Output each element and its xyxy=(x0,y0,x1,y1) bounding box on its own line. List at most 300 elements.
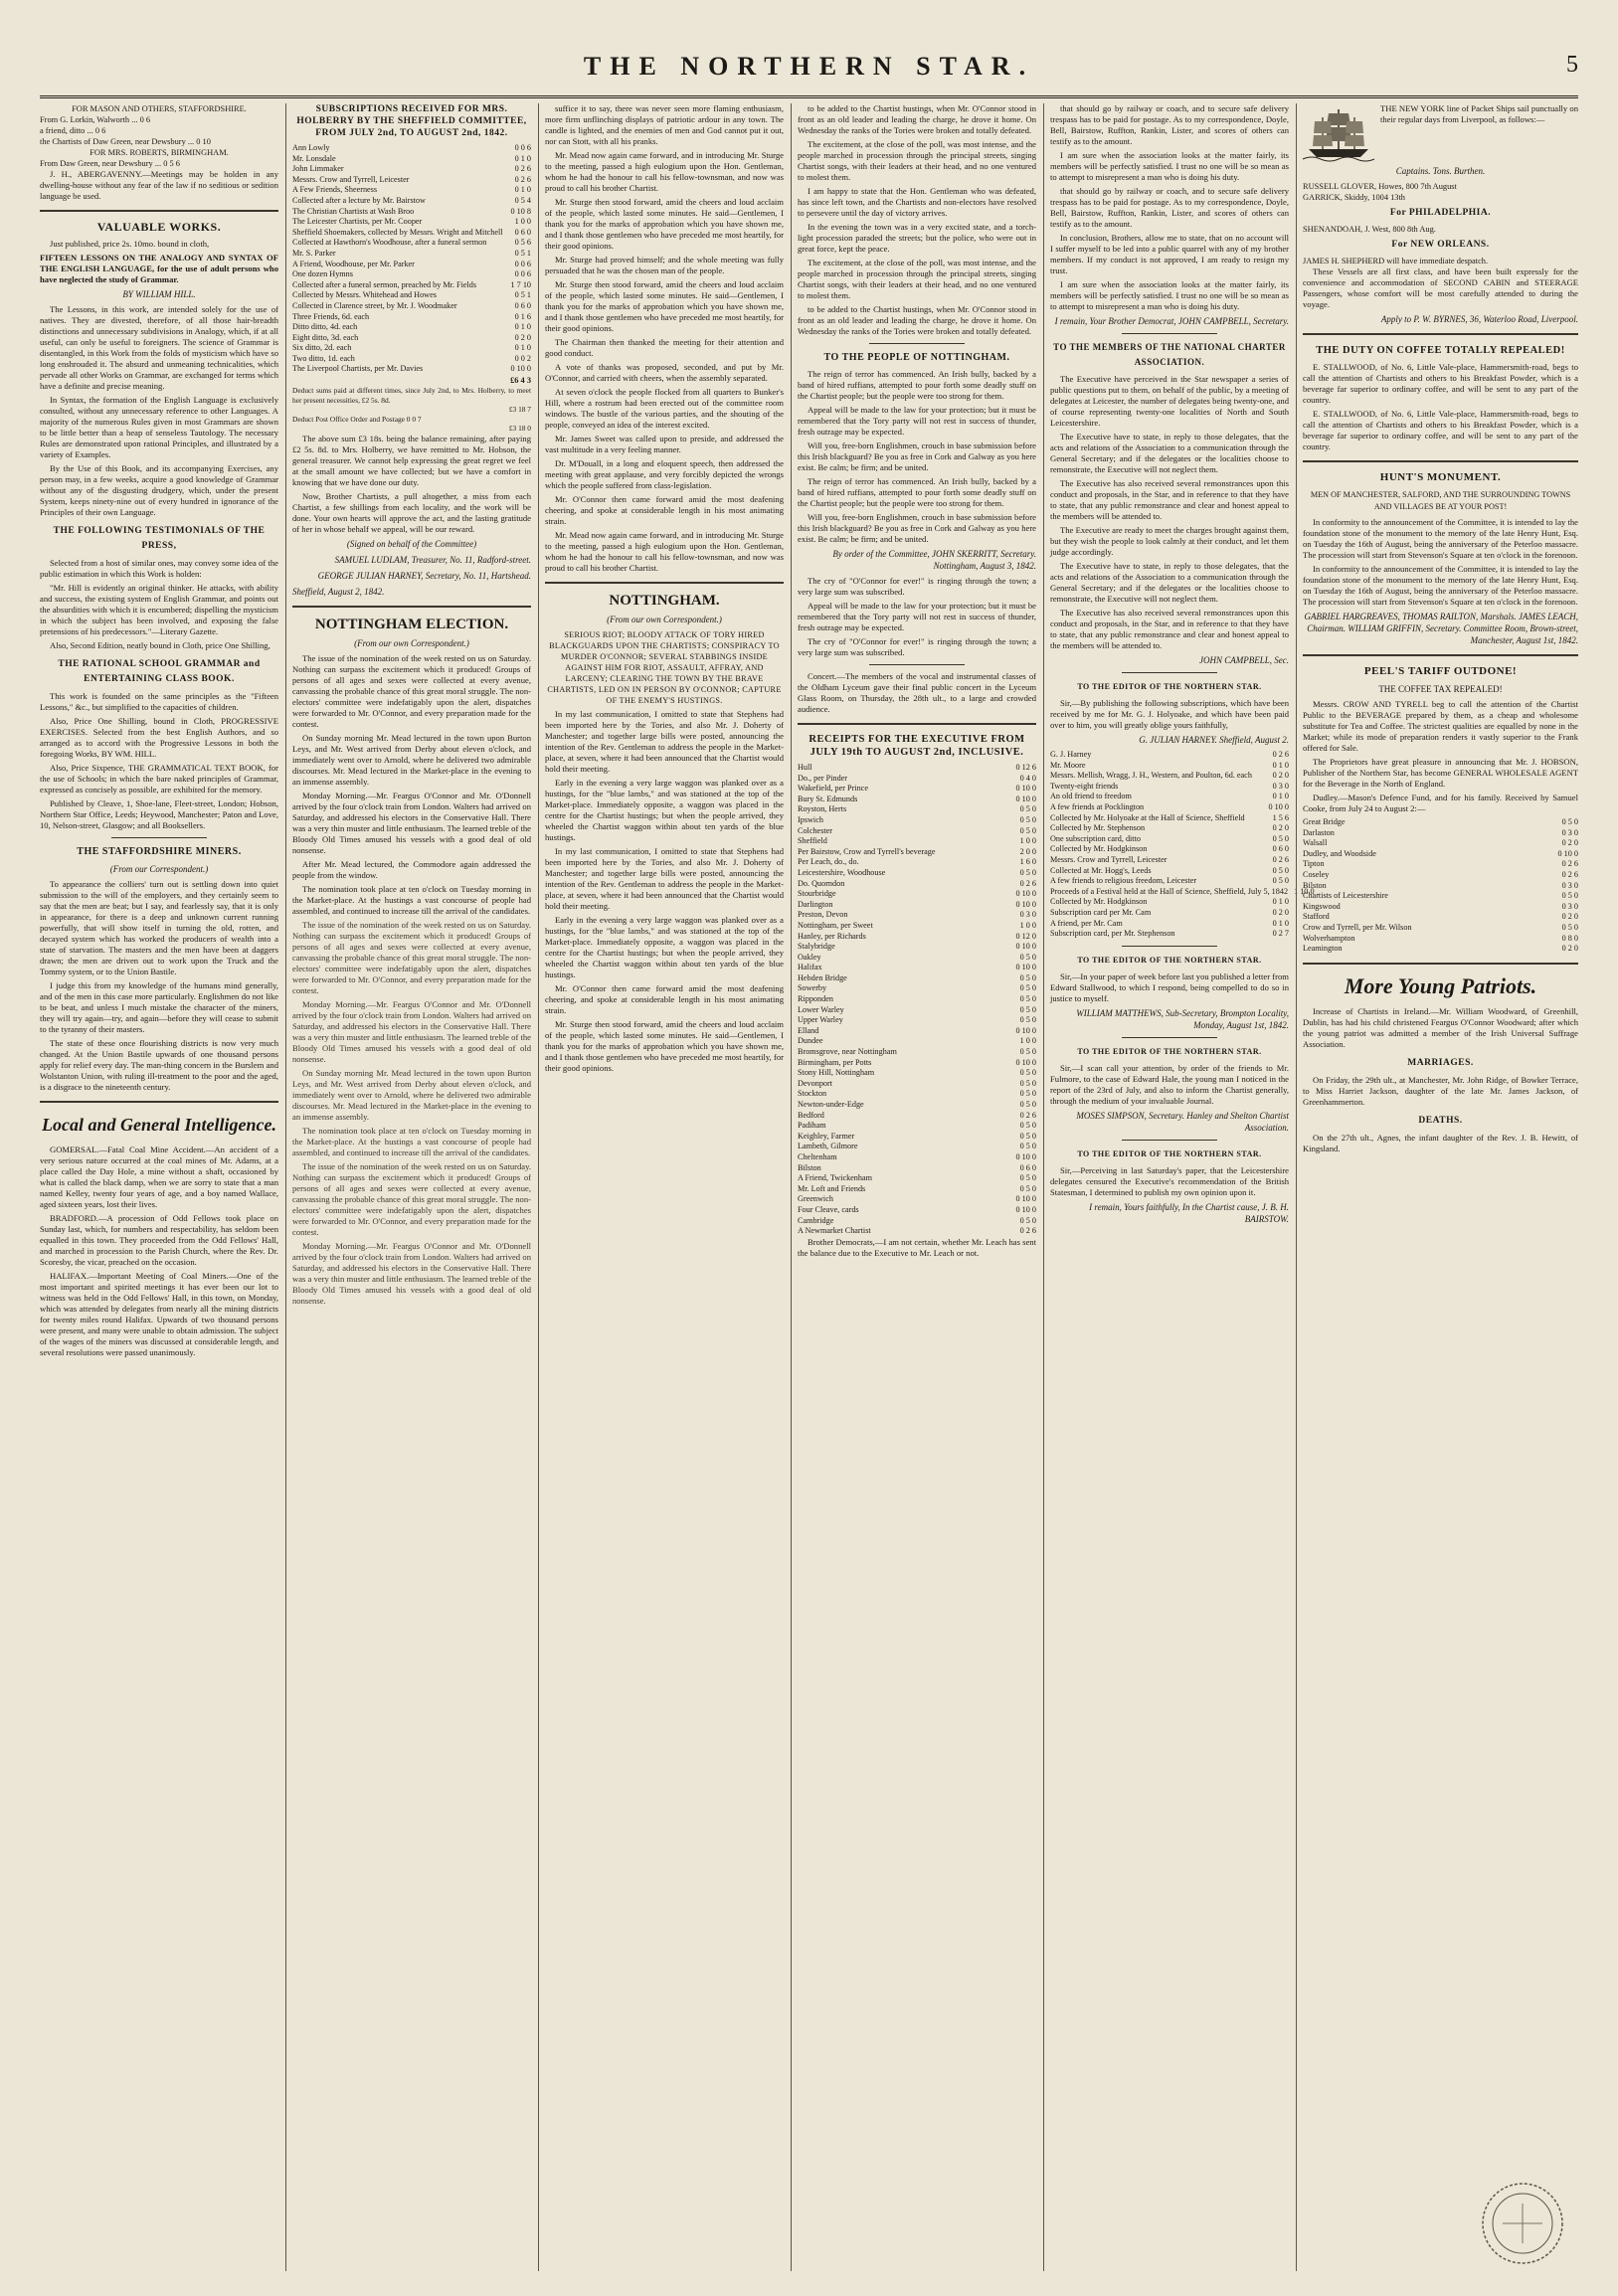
subscription-row-label: The Christian Chartists at Wash Broo xyxy=(292,206,415,216)
article-paragraph: Appeal will be made to the law for your protection; but it must be remembered that the Tory party will not rest in success of thunder, fresh outrage may be expected. xyxy=(798,601,1036,632)
receipt-row-label: Four Cleave, cards xyxy=(798,1204,859,1214)
receipt-row-amount: 0 2 6 xyxy=(1019,1110,1036,1120)
subscription-note: £3 18 0 xyxy=(508,424,531,434)
receipt-row xyxy=(798,1068,1036,1079)
subscription-row-label: Messrs. Crow and Tyrrell, Leicester xyxy=(292,174,410,184)
receipt-row xyxy=(798,795,1036,805)
signature: I remain, Your Brother Democrat, JOHN CAMPBELL, Secretary. xyxy=(1054,316,1289,326)
subscription-note: £3 18 7 xyxy=(508,405,531,415)
subscription-row-label: A Few Friends, Sheerness xyxy=(292,185,378,195)
receipt-row-amount: 0 10 0 xyxy=(1015,899,1036,909)
article-paragraph: The issue of the nomination of the week rested on us on Saturday. Nothing can surpass the excitement which it produced! Groups of persons of all ages and sexes were collected at every avenue, canvassing the probable chance of this great moral struggle. The non-electors' committee were indefatigably upon the alert, dispatches were forwarded to Mr. O'Connor, and every preparation made for the contest. xyxy=(292,1161,531,1238)
subscription-row xyxy=(292,207,531,218)
receipt-row-label: Bromsgrove, near Nottingham xyxy=(798,1047,897,1057)
fund-row-amount: 0 2 6 xyxy=(1561,859,1578,869)
heading-to-editor: TO THE EDITOR OF THE NORTHERN STAR. xyxy=(1077,1148,1262,1158)
heading-valuable-works: VALUABLE WORKS. xyxy=(96,220,222,234)
subscription-row xyxy=(1050,750,1289,761)
receipt-row-amount: 0 5 0 xyxy=(1019,1089,1036,1099)
fund-row-label: Crow and Tyrrell, per Mr. Wilson xyxy=(1303,922,1412,932)
article-paragraph: Sir,—I scan call your attention, by order of the friends to Mr. Fulmore, to the case of Edward Hale, the young man I noticed in the report of the 23rd of July, and also to inform the Chartist generally, through the medium of your invaluable Journal. xyxy=(1050,1062,1289,1106)
subscription-row xyxy=(1050,886,1315,898)
article-continuation xyxy=(292,920,531,1307)
article-paragraph: Also, Price One Shilling, bound in Cloth, PROGRESSIVE EXERCISES. Selected from the best English Authors, and so arranged as to accord with the Progressive Lessons in both the foregoing Works, BY WM. HILL. xyxy=(40,716,278,759)
receipt-row xyxy=(798,868,1036,879)
article-paragraph: The cry of "O'Connor for ever!" is ringing through the town; a very large sum was subscribed. xyxy=(798,576,1036,597)
subscription-row-amount: 0 1 0 xyxy=(1272,897,1289,907)
subscription-row xyxy=(1050,876,1289,887)
subscription-row-amount: 1 0 0 xyxy=(514,217,531,227)
heading-local-intelligence: Local and General Intelligence. xyxy=(42,1115,276,1135)
article-paragraph: In conformity to the announcement of the Committee, it is intended to lay the foundation stone of the monument to the memory of the late Henry Hunt, Esq. on Tuesday the 16th of August, being the anniversary of the Peterloo massacre. The procession will start from Stevenson's Square at ten o'clock in the forenoon. xyxy=(1303,564,1578,607)
receipt-row-label: Oakley xyxy=(798,952,821,962)
top-list-line: From Daw Green, near Dewsbury ... 0 5 6 xyxy=(40,159,180,168)
receipts-list xyxy=(798,763,1036,1237)
article-paragraph: The Executive has also received several remonstrances upon this conduct and proposals, in the Star, and in reference to that they have to state, that any public remonstrance and clear and honest appeal to the members will be attended to. xyxy=(1050,478,1289,521)
receipt-row-amount: 0 4 0 xyxy=(1019,773,1036,783)
signature: (Signed on behalf of the Committee) xyxy=(346,539,477,550)
article-paragraph: I am happy to state that the Hon. Gentleman who was defeated, has since left town, and the Chartists and non-electors have resolved to persevere until the day of victory arrives. xyxy=(798,186,1036,218)
fund-row-amount: 0 10 0 xyxy=(1557,848,1578,858)
ships-column-headers: Captains. Tons. Burthen. xyxy=(1395,166,1486,176)
column-rule xyxy=(1296,103,1297,2271)
receipt-row-label: Leicestershire, Woodhouse xyxy=(798,867,886,877)
subscription-row xyxy=(1050,929,1289,940)
divider xyxy=(545,582,784,584)
receipt-row-amount: 1 0 0 xyxy=(1019,836,1036,846)
heading-nottingham-election: NOTTINGHAM ELECTION. xyxy=(314,617,509,633)
article-paragraph: The state of these once flourishing districts is now very much changed. At the Union Bastile upwards of one thousand persons apply for relief every day. The man-thing concern in the Burslem and Wolstanton Union, with ruling ill-treatment to the poor and the aged, is a disgrace to the nineteenth century. xyxy=(40,1038,278,1092)
receipt-row-amount: 0 5 0 xyxy=(1019,1015,1036,1025)
subscription-row-amount: 0 1 0 xyxy=(1272,918,1289,928)
article-paragraph: E. STALLWOOD, of No. 6, Little Vale-place, Hammersmith-road, begs to call the attention of Chartists and others to his Breakfast Powder, which is a beverage far superior to ordinary coffee, and will be sent to any part of the country. xyxy=(1303,409,1578,451)
subscription-row-label: Mr. S. Parker xyxy=(292,248,336,258)
receipt-row-amount: 0 3 0 xyxy=(1019,910,1036,920)
article-paragraph: BRADFORD.—A procession of Odd Fellows took place on Sunday last, which, for numbers and respectability, has seldom been equalled in this town. They proceeded from the Odd Fellows' Hall, and marched in procession to the Parish Church, where the Rev. Dr. Scoresby, the vicar, preached on the occasion. xyxy=(40,1213,278,1267)
receipt-row-label: Bedford xyxy=(798,1110,824,1120)
article-paragraph: On Sunday morning Mr. Mead lectured in the town upon Burton Leys, and Mr. West arrived from Derby about eleven o'clock, and immediately went over to Arnold, where he delivered two admirable discourses. Mr. Mead lectured in the Market-place in the evening to an immense assembly. xyxy=(292,1068,531,1123)
heading-deaths: DEATHS. xyxy=(1418,1115,1463,1126)
receipt-row-amount: 0 5 0 xyxy=(1019,994,1036,1004)
article-paragraph: To appearance the colliers' turn out is settling down into quiet submission to the will of the employers, and they certainly seem to say that the men are beat; but I say, and fearlessly say, that it is only in appearance, for there is a deep and unknown current running powerfully, that will show itself in turning the old, rotten, and decayed system which has worked the producers of wealth into a state of starvation. The masters and the men have been at daggers drawn; the men are driven out to work upon the Truck and the Tommy system, or to the Union Bastile. xyxy=(40,879,278,976)
subscription-row-amount: 0 5 4 xyxy=(514,195,531,205)
fund-row xyxy=(1303,817,1578,828)
heading-people-of-nottingham: TO THE PEOPLE OF NOTTINGHAM. xyxy=(823,352,1010,363)
fund-row-label: Wolverhampton xyxy=(1303,933,1355,943)
article-paragraph: "Mr. Hill is evidently an original thinker. He attacks, with ability and success, the existing system of English Grammar, and points out the absurdities with which it is encumbered; dispelling the mysticism in which the subject has been involved, and exposing the false pretensions of his predecessors."—Literary Gazette. xyxy=(40,583,278,636)
receipt-row-label: Sheffield xyxy=(798,836,827,846)
subscription-row-label: One subscription card, ditto xyxy=(1050,833,1141,843)
subscription-row xyxy=(1050,782,1289,793)
article-paragraph: On Friday, the 29th ult., at Manchester, Mr. John Ridge, of Bowker Terrace, to Miss Harriet Jackson, daughter of the late Mr. James Jackson, of Greenhammerton. xyxy=(1303,1074,1578,1107)
fund-row xyxy=(1303,944,1578,955)
article-paragraph: GOMERSAL.—Fatal Coal Mine Accident.—An accident of a very serious nature occurred at the coal mines of Mr. Adams, at a place called the Day Hole, a mine without a shaft, occasioned by what is called the black damp, when we are sorry to state that a man named Kelley, twenty four years of age, and a boy named Wallace, aged sixteen years, lost their lives. xyxy=(40,1145,278,1209)
divider xyxy=(1303,460,1578,462)
top-list-line: the Chartists of Daw Green, near Dewsbury ... 0 10 xyxy=(40,137,211,146)
receipt-row-amount: 0 12 6 xyxy=(1015,763,1036,772)
receipt-row-label: Ipswich xyxy=(798,814,823,824)
fund-row-label: Tipton xyxy=(1303,859,1325,869)
subscription-row xyxy=(292,249,531,260)
article-paragraph: The issue of the nomination of the week rested on us on Saturday. Nothing can surpass the excitement which it produced! Groups of persons of all ages and sexes were collected at every avenue, canvassing the probable chance of this great moral struggle. The non-electors' committee were indefatigably upon the alert, dispatches were forwarded to Mr. O'Connor, and every preparation made for the contest. xyxy=(292,653,531,730)
subscription-row-amount: 0 3 0 xyxy=(1272,781,1289,791)
top-list-line: FOR MASON AND OTHERS, STAFFORDSHIRE. xyxy=(72,104,247,113)
subscription-row-label: Collected at Mr. Hogg's, Leeds xyxy=(1050,865,1152,875)
receipt-row-amount: 0 5 0 xyxy=(1019,1173,1036,1183)
article-paragraph: The issue of the nomination of the week rested on us on Saturday. Nothing can surpass the excitement which it produced! Groups of persons of all ages and sexes were collected at every avenue, canvassing the probable chance of this great moral struggle. The non-electors' committee were indefatigably upon the alert, dispatches were forwarded to Mr. O'Connor, and every preparation made for the contest. xyxy=(292,920,531,996)
subscription-row xyxy=(292,312,531,323)
subscription-row-label: Collected after a funeral sermon, preached by Mr. Fields xyxy=(292,279,477,289)
fund-row xyxy=(1303,891,1578,902)
article-paragraph: Sir,—Perceiving in last Saturday's paper, that the Leicestershire delegates censured the Executive's recommendation of the British Statesman, I determined to publish my own opinion upon it. xyxy=(1050,1164,1289,1197)
top-list-line: FOR MRS. ROBERTS, BIRMINGHAM. xyxy=(90,148,229,157)
receipt-row-label: Darlington xyxy=(798,899,833,909)
receipt-row xyxy=(798,1121,1036,1132)
heading-coffee-duty: THE DUTY ON COFFEE TOTALLY REPEALED! xyxy=(1316,345,1565,356)
mason-fund-list xyxy=(1303,817,1578,955)
divider xyxy=(1122,1037,1217,1038)
subscription-row-label: Six ditto, 2d. each xyxy=(292,343,352,353)
heading-to-editor: TO THE EDITOR OF THE NORTHERN STAR. xyxy=(1077,955,1262,965)
heading-to-editor: TO THE EDITOR OF THE NORTHERN STAR. xyxy=(1077,1046,1262,1056)
receipt-row-amount: 0 5 0 xyxy=(1019,1131,1036,1141)
article-paragraph: Mr. O'Connor then came forward amid the most deafening cheering, and spoke at considerable length in his most animating strain. xyxy=(545,983,784,1015)
article-paragraph: Monday Morning.—Mr. Feargus O'Connor and Mr. O'Donnell arrived by the four o'clock train from London. Walters had arrived on Saturday, and addressed his electors in the Conservative Hall. There was a very thin muster and little enthusiasm. The learned treble of the Bloody Old Times amused his vessels with a good deal of old nonsense. xyxy=(292,999,531,1065)
fund-row xyxy=(1303,849,1578,860)
article-paragraph: The nomination took place at ten o'clock on Tuesday morning in the Market-place. At the hustings a vast concourse of people had assembled, and continued to increase till the arrival of the candidates. xyxy=(292,884,531,917)
receipt-row-amount: 0 2 6 xyxy=(1019,1226,1036,1236)
receipt-row-amount: 0 5 0 xyxy=(1019,1142,1036,1151)
receipt-row-label: Cheltenham xyxy=(798,1151,837,1161)
subscription-row-amount: 0 1 0 xyxy=(1272,792,1289,801)
fund-row-label: Kingswood xyxy=(1303,901,1341,911)
page-number: 5 xyxy=(1566,52,1578,78)
works-intro: Just published, price 2s. 10mo. bound in cloth, xyxy=(50,239,210,249)
subscription-row xyxy=(1050,834,1289,845)
fund-row-label: Bilston xyxy=(1303,880,1327,890)
subscription-row-amount: 0 0 6 xyxy=(514,259,531,268)
receipt-row-label: Do., per Pinder xyxy=(798,773,848,783)
divider xyxy=(1122,672,1217,673)
receipt-row xyxy=(798,1036,1036,1047)
receipt-row-label: Cambridge xyxy=(798,1215,834,1225)
receipt-row-amount: 0 5 0 xyxy=(1019,1047,1036,1057)
subscription-row-amount: 0 10 8 xyxy=(510,206,531,216)
subscription-row-label: Eight ditto, 3d. each xyxy=(292,332,359,342)
receipt-row-label: Bury St. Edmunds xyxy=(798,794,858,803)
receipt-row-amount: 1 0 0 xyxy=(1019,1036,1036,1046)
receipt-row-label: A Friend, Twickenham xyxy=(798,1173,872,1183)
subscription-row-label: Collected in Clarence street, by Mr. J. Woodmaker xyxy=(292,300,457,310)
fund-row-label: Chartists of Leicestershire xyxy=(1303,891,1388,901)
article-paragraph: that should go by railway or coach, and to secure safe delivery trespass has to be paid for postage. As to my correspondence, Doyle, Bell, Bairstow, Ruffton, Rankin, Lister, and scores of others can testify as to the amount. xyxy=(1050,186,1289,229)
subscription-row xyxy=(1050,771,1289,782)
subscription-row-amount: 0 1 0 xyxy=(514,343,531,353)
heading-peels-tariff: PEEL'S TARIFF OUTDONE! xyxy=(1363,665,1518,677)
receipt-row xyxy=(798,1089,1036,1100)
subscription-row-label: Collected after a lecture by Mr. Bairstow xyxy=(292,195,426,205)
fund-row-amount: 0 5 0 xyxy=(1561,922,1578,932)
receipt-row xyxy=(798,1194,1036,1205)
subscription-row xyxy=(292,143,531,154)
divider xyxy=(111,837,207,838)
subscription-row xyxy=(292,175,531,186)
receipt-row xyxy=(798,1163,1036,1174)
receipt-row-amount: 0 5 0 xyxy=(1019,1183,1036,1193)
subscription-row xyxy=(292,280,531,291)
divider xyxy=(798,723,1036,725)
receipt-row-label: A Newmarket Chartist xyxy=(798,1226,871,1236)
article-paragraph: The above sum £3 18s. being the balance remaining, after paying £2 5s. 8d. to Mrs. Holberry, we have remitted to Mr. Hobson, the general treasurer. We cannot help expressing the great regret we feel at the small amount we have collected; but we have a comfort in knowing that we have done our duty. xyxy=(292,434,531,488)
subscription-row xyxy=(292,301,531,312)
article-paragraph: Dr. M'Douall, in a long and eloquent speech, then addressed the meeting with great applause, and very forcibly depicted the wrongs which the people suffered from class-legislation. xyxy=(545,458,784,490)
receipt-row-amount: 0 10 0 xyxy=(1015,963,1036,972)
fund-row-label: Stafford xyxy=(1303,912,1330,922)
column-1-top-list xyxy=(40,103,278,169)
receipt-row xyxy=(798,994,1036,1005)
article-paragraph: that should go by railway or coach, and to secure safe delivery trespass has to be paid for postage. As to my correspondence, Doyle, Bell, Bairstow, Ruffton, Rankin, Lister, and scores of others can testify as to the amount. xyxy=(1050,103,1289,146)
receipt-row-label: Birmingham, per Potts xyxy=(798,1057,872,1067)
heading-school-grammar: THE RATIONAL SCHOOL GRAMMAR and ENTERTAINING CLASS BOOK. xyxy=(58,659,261,684)
subscription-row xyxy=(1050,919,1289,930)
subscription-row-label: Mr. Moore xyxy=(1050,760,1086,770)
heading-testimonials: THE FOLLOWING TESTIMONIALS OF THE PRESS, xyxy=(53,526,266,551)
article-paragraph: The Chairman then thanked the meeting for their attention and good conduct. xyxy=(545,337,784,358)
fund-row-amount: 0 3 0 xyxy=(1561,827,1578,837)
subscription-row-amount: 0 6 0 xyxy=(514,300,531,310)
article-paragraph: Mr. Sturge then stood forward, amid the cheers and loud acclaim of the people, which lasted some minutes. He said—Gentlemen, I thank you for the marks of approbation which you have shown me, and I thank those gentlemen who have preceded me most heartily, for their good opinions. xyxy=(545,1019,784,1073)
ship-row: SHENANDOAH, J. West, 800 8th Aug. xyxy=(1303,225,1436,234)
subscription-row-label: Collected by Mr. Holyoake at the Hall of Science, Sheffield xyxy=(1050,812,1245,822)
subscription-row-label: John Limmaker xyxy=(292,164,344,174)
receipt-row-label: Bilston xyxy=(798,1162,821,1172)
peel-subheading: THE COFFEE TAX REPEALED! xyxy=(1378,684,1503,694)
receipt-row-label: Mr. Loft and Friends xyxy=(798,1183,866,1193)
receipt-row-amount: 0 5 0 xyxy=(1019,1121,1036,1131)
article-paragraph: The Proprietors have great pleasure in announcing that Mr. J. HOBSON, Publisher of the Northern Star, has become GENERAL WHOLESALE AGENT for the Beverage in the North of England. xyxy=(1303,757,1578,789)
ship-row: JAMES H. SHEPHERD will have immediate despatch. xyxy=(1303,257,1489,265)
subscription-row xyxy=(1050,844,1289,855)
subscription-row-amount: 0 2 0 xyxy=(1272,771,1289,781)
subscription-row-label: Ditto ditto, 4d. each xyxy=(292,322,358,332)
article-paragraph: In conclusion, Brothers, allow me to state, that on no account will I suffer myself to be led into a public quarrel with any of my brother members. If my conduct is not approved, I am ready to resign my trust. xyxy=(1050,233,1289,275)
article-paragraph: I am sure when the association looks at the matter fairly, its members will be perfectly satisfied. I trust no one will be so mean as to attempt to misrepresent a man who is doing his duty. xyxy=(1050,279,1289,311)
receipt-row xyxy=(798,847,1036,858)
divider xyxy=(1303,333,1578,335)
subscription-row-label: Proceeds of a Festival held at the Hall of Science, Sheffield, July 5, 1842 xyxy=(1050,886,1289,896)
newspaper-title: THE NORTHERN STAR. xyxy=(583,52,1035,81)
receipt-row xyxy=(798,983,1036,994)
subscription-row-label: Ann Lowly xyxy=(292,143,330,152)
fund-row-amount: 0 3 0 xyxy=(1561,901,1578,911)
heading-for-philadelphia: For PHILADELPHIA. xyxy=(1389,208,1492,218)
receipt-row-label: Padiham xyxy=(798,1121,826,1131)
signature-date: Sheffield, August 2, 1842. xyxy=(292,587,385,598)
signature: SAMUEL LUDLAM, Treasurer, No. 11, Radford-street. xyxy=(334,555,531,566)
subscription-row-amount: 0 2 6 xyxy=(514,174,531,184)
subscription-row-label: The Leicester Chartists, per Mr. Cooper xyxy=(292,217,423,227)
subscription-row xyxy=(292,269,531,280)
receipt-row-label: Preston, Devon xyxy=(798,910,848,920)
receipt-row-amount: 0 5 0 xyxy=(1019,1100,1036,1109)
article-paragraph: Monday Morning.—Mr. Feargus O'Connor and Mr. O'Donnell arrived by the four o'clock train from London. Walters had arrived on Saturday, and addressed his electors in the Conservative Hall. There was a very thin muster and little enthusiasm. The learned treble of the Bloody Old Times amused his vessels with a good deal of old nonsense. xyxy=(292,1241,531,1307)
receipt-row xyxy=(798,932,1036,943)
receipt-row xyxy=(798,953,1036,964)
receipt-row-amount: 0 5 0 xyxy=(1019,1215,1036,1225)
heading-for-new-orleans: For NEW ORLEANS. xyxy=(1391,240,1490,250)
subscriptions-list xyxy=(292,143,531,375)
receipt-row-label: Stalybridge xyxy=(798,942,835,952)
subscriptions-total: £6 4 3 xyxy=(510,376,531,386)
article-paragraph: Also, Price Sixpence, THE GRAMMATICAL TEXT BOOK, for the use of Schools; in which the bare naked principles of Grammar, expressed as concisely as possible, are exhibited for the memory. xyxy=(40,763,278,795)
subscription-row-amount: 0 1 0 xyxy=(514,153,531,163)
subscription-row-amount: 0 1 6 xyxy=(514,311,531,321)
article-paragraph: I am sure when the association looks at the matter fairly, its members will be perfectly satisfied. I trust no one will be so mean as to attempt to misrepresent a man who is doing his duty. xyxy=(1050,150,1289,182)
receipt-row xyxy=(798,1047,1036,1058)
fund-row xyxy=(1303,934,1578,945)
divider xyxy=(1122,1140,1217,1141)
subscription-row-amount: 0 2 6 xyxy=(514,164,531,174)
receipt-row-amount: 0 10 0 xyxy=(1015,784,1036,794)
article-paragraph: Messrs. CROW AND TYRELL beg to call the attention of the Chartist Public to the BEVERAGE prepared by them, as a cheap and wholesome substitute for Tea and Coffee. The strictest qualities are equalled by none in the Market; while its mode of preparation renders it vastly superior to the Frank offered for Sale. xyxy=(1303,699,1578,753)
article-paragraph: Sir,—By publishing the following subscriptions, which have been received by me for Mr. G. J. Holyoake, and which have been paid over to him, you will greatly oblige yours faithfully, xyxy=(1050,698,1289,730)
fund-row-label: Dudley, and Woodside xyxy=(1303,848,1376,858)
packet-ships-notice: THE NEW YORK line of Packet Ships sail punctually on their regular days from Liverpool, as follows:— xyxy=(1380,103,1578,124)
receipt-row-label: Keighley, Farmer xyxy=(798,1131,855,1141)
receipt-row-amount: 0 2 6 xyxy=(1019,878,1036,888)
divider xyxy=(1122,333,1217,334)
subscription-row-amount: 0 1 0 xyxy=(1272,760,1289,770)
column-rule xyxy=(791,103,792,2271)
receipt-row xyxy=(798,1173,1036,1184)
fund-row-amount: 0 2 0 xyxy=(1561,944,1578,954)
fund-row xyxy=(1303,912,1578,923)
receipt-row-amount: 0 12 0 xyxy=(1015,931,1036,941)
receipt-row-amount: 0 10 0 xyxy=(1015,1151,1036,1161)
subscription-row-amount: 0 0 2 xyxy=(514,353,531,363)
subscription-row-amount: 0 2 0 xyxy=(1272,823,1289,833)
subscription-row-amount: 0 5 0 xyxy=(1272,876,1289,886)
article-paragraph: Mr. Sturge then stood forward, amid the cheers and loud acclaim of the people, which lasted some minutes. He said—Gentlemen, I thank you for the marks of approbation which you have shown me, and I thank those gentlemen who have preceded me most heartily, for their good opinions. xyxy=(545,279,784,333)
subscription-row-label: A friend, per Mr. Cam xyxy=(1050,918,1123,928)
article-paragraph: Concert.—The members of the vocal and instrumental classes of the Oldham Lyceum gave their final public concert in the Lyceum Glass Room, on Thursday, the 28th ult., to a large and crowded audience. xyxy=(798,671,1036,714)
receipt-row-label: Royston, Herts xyxy=(798,804,847,814)
receipt-row-amount: 0 10 0 xyxy=(1015,942,1036,952)
receipt-row xyxy=(798,973,1036,984)
receipt-row-label: Lower Warley xyxy=(798,1004,844,1014)
subscription-row-amount: 0 6 0 xyxy=(1272,844,1289,854)
article-paragraph: E. STALLWOOD, of No. 6, Little Vale-place, Hammersmith-road, begs to call the attention of Chartists and others to his Breakfast Powder, which is a beverage far superior to ordinary coffee, and will be sent to any part of the country. xyxy=(1303,362,1578,405)
receipt-row xyxy=(798,1079,1036,1090)
subscription-row-amount: 0 2 0 xyxy=(1272,907,1289,917)
divider xyxy=(292,606,531,608)
column-3 xyxy=(545,103,784,2271)
subscription-row xyxy=(1050,813,1289,824)
signature: WILLIAM MATTHEWS, Sub-Secretary, Brompton Locality, Monday, August 1st, 1842. xyxy=(1076,1007,1289,1030)
receipt-row xyxy=(798,1100,1036,1111)
subscription-row-amount: 0 5 0 xyxy=(1272,833,1289,843)
subscription-row-amount: 0 0 6 xyxy=(514,269,531,279)
fund-row xyxy=(1303,902,1578,913)
subscription-row-label: Collected by Messrs. Whitehead and Howes xyxy=(292,290,437,300)
receipt-row xyxy=(798,921,1036,932)
subscription-row xyxy=(1050,792,1289,802)
subscription-row xyxy=(1050,866,1289,877)
heading-subscriptions-holberry: SUBSCRIPTIONS RECEIVED FOR MRS. HOLBERRY BY THE SHEFFIELD COMMITTEE, FROM JULY 2nd, TO AUGUST 2nd, 1842. xyxy=(296,104,527,138)
article-paragraph: The Executive has also received several remonstrances upon this conduct and proposals, in the Star, and in reference to that they have to state, that any public remonstrance and clear and honest appeal to the members will be attended to. xyxy=(1050,608,1289,650)
subscription-row xyxy=(1050,855,1289,866)
receipt-row-label: Per Bairstow, Crow and Tyrrell's beverage xyxy=(798,846,936,856)
subscription-row-label: Collected at Hawthorn's Woodhouse, after a funeral sermon xyxy=(292,238,487,248)
receipt-row-label: Greenwich xyxy=(798,1194,833,1204)
receipt-row xyxy=(798,1226,1036,1237)
article-paragraph: The Lessons, in this work, are intended solely for the use of natives. They are divested, therefore, of all those hair-breadth distinctions and unnecessary subdivisions in Analogy, which, if at all useful, can only be useful to foreigners. The science of Grammar is disentangled, in this Work from the folds of mysticism which have so long enshrouded it. The absurd and unmeaning technicalities, which pervade all other Works on Grammar, are exchanged for terms which have a definite and precise meaning. xyxy=(40,304,278,391)
signature: JOHN CAMPBELL, Sec. xyxy=(1199,655,1289,665)
subscription-row xyxy=(292,164,531,175)
article-paragraph: Increase of Chartists in Ireland.—Mr. William Woodward, of Greenhill, Dublin, has had his child christened Feargus O'Connor Woodward; after which the young patriot was admitted a member of the Irish Universal Suffrage Association. xyxy=(1303,1005,1578,1049)
article-paragraph: On Sunday morning Mr. Mead lectured in the town upon Burton Leys, and Mr. West arrived from Derby about eleven o'clock, and immediately went over to Arnold, where he delivered two admirable discourses. Mr. Mead lectured in the Market-place in the evening to an immense assembly. xyxy=(292,733,531,788)
article-paragraph: Sir,—In your paper of week before last you published a letter from Edward Stallwood, to which I respond, being compelled to do so in justice to myself. xyxy=(1050,971,1289,1003)
receipt-row-amount: 0 5 0 xyxy=(1019,814,1036,824)
subscription-row-amount: 0 5 0 xyxy=(1272,865,1289,875)
receipt-row-amount: 0 10 0 xyxy=(1015,889,1036,899)
receipt-row-amount: 0 10 0 xyxy=(1015,1057,1036,1067)
article-paragraph: Published by Cleave, 1, Shoe-lane, Fleet-street, London; Hobson, Northern Star Office, Leeds; Heywood, Manchester; Paton and Love, 10, Nelson-street, Glasgow; and all Booksellers. xyxy=(40,798,278,830)
divider xyxy=(869,343,965,344)
receipt-row-amount: 0 10 0 xyxy=(1015,794,1036,803)
receipt-row xyxy=(798,763,1036,774)
receipt-row xyxy=(798,784,1036,795)
article-paragraph: Mr. Mead now again came forward, and in introducing Mr. Sturge to the meeting, passed a high eulogium upon the Hon. Gentleman, whom he had the honour to call his fellow-townsman, and now was proud to call his brother Chartist. xyxy=(545,150,784,193)
subscription-row-label: The Liverpool Chartists, per Mr. Davies xyxy=(292,364,424,374)
subscription-row xyxy=(292,185,531,196)
receipt-row xyxy=(798,1005,1036,1016)
article-paragraph: Mr. O'Connor then came forward amid the most deafening cheering, and spoke at considerable length in his most animating strain. xyxy=(545,494,784,526)
subscription-row-label: Three Friends, 6d. each xyxy=(292,311,370,321)
receipt-row-amount: 0 10 0 xyxy=(1015,1204,1036,1214)
fund-row xyxy=(1303,870,1578,881)
article-paragraph: to be added to the Chartist hustings, when Mr. O'Connor stood in front as an old leader and leading the charge, he drove it home. On Wednesday the ranks of the Tories were broken and totally defeated. xyxy=(798,304,1036,336)
article-paragraph: Mr. Sturge then stood forward, amid the cheers and loud acclaim of the people, which lasted some minutes. He said—Gentlemen, I thank you for the marks of approbation which you have shown me, and I thank those gentlemen who have preceded me most heartily, for their good opinions. xyxy=(545,197,784,251)
receipt-row-amount: 0 5 0 xyxy=(1019,952,1036,962)
receipt-row-label: Halifax xyxy=(798,963,822,972)
masthead xyxy=(40,46,1578,98)
receipt-row-amount: 0 5 0 xyxy=(1019,1068,1036,1078)
article-paragraph: The excitement, at the close of the poll, was most intense, and the people marched in procession through the principal streets, singing Chartist songs, with their leaders at their head, and no one ventured to molest them. xyxy=(798,139,1036,182)
article-paragraph: I judge this from my knowledge of the humans mind generally, and of the men in this case more particularly. Englishmen do not like to be beat, and unless I much mistake the character of the miners, they will try again—try, and again—before they will cease to submit to the tyranny of their masters. xyxy=(40,980,278,1034)
article-paragraph: Early in the evening a very large waggon was planked over as a hustings, for the "blue lambs," and was stationed at the top of the Market-place. Immediately opposite, a waggon was placed in the centre for the Chartist hustings; but when the people arrived, they wheeled the Chartist waggon within about ten yards of the blue hustings. xyxy=(545,778,784,842)
subscription-row-label: Twenty-eight friends xyxy=(1050,781,1119,791)
receipt-row-label: Wakefield, per Prince xyxy=(798,784,868,794)
receipt-row-amount: 0 5 0 xyxy=(1019,1004,1036,1014)
receipt-row xyxy=(798,1058,1036,1069)
subscription-row-label: Subscription card, per Mr. Stephenson xyxy=(1050,929,1175,939)
subscription-row-amount: 0 2 6 xyxy=(1272,854,1289,864)
works-title: FIFTEEN LESSONS ON THE ANALOGY AND SYNTAX OF THE ENGLISH LANGUAGE, for the use of adult persons who have neglected the study of Grammar. xyxy=(40,253,278,284)
receipt-row-label: Devonport xyxy=(798,1078,833,1088)
article-paragraph: The Executive are ready to meet the charges brought against them, but they wish the people to look calmly at their conduct, and let them judge accordingly. xyxy=(1050,525,1289,557)
article-paragraph: The excitement, at the close of the poll, was most intense, and the people marched in procession through the principal streets, singing Chartist songs, with their leaders at their head, and no one ventured to molest them. xyxy=(798,258,1036,300)
top-list-line: From G. Lorkin, Walworth ... 0 6 xyxy=(40,115,151,124)
works-author: BY WILLIAM HILL. xyxy=(122,289,196,299)
receipt-row xyxy=(798,774,1036,785)
subscription-row xyxy=(1050,908,1289,919)
subscription-row xyxy=(1050,823,1289,834)
article-paragraph: Dudley.—Mason's Defence Fund, and for his family. Received by Samuel Cooke, from July 24 to August 2:— xyxy=(1303,793,1578,813)
receipt-row-label: Nottingham, per Sweet xyxy=(798,920,873,930)
fund-row xyxy=(1303,859,1578,870)
receipt-row-amount: 0 10 0 xyxy=(1015,1025,1036,1035)
